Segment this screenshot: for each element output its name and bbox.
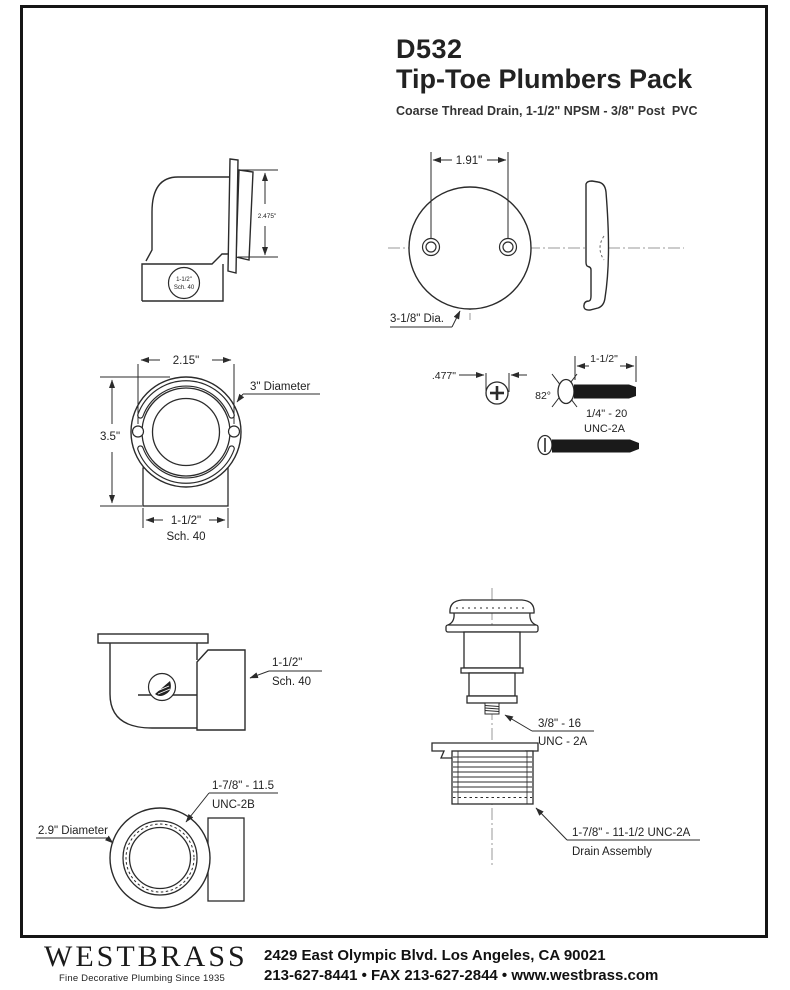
overflow-body-drawing (100, 355, 320, 543)
footer-contact-line: 213-627-8441 • FAX 213-627-2844 • www.westbrass.com (264, 967, 659, 984)
elbow-pipe-spec: Sch. 40 (272, 676, 311, 688)
product-name: Tip-Toe Plumbers Pack (396, 64, 693, 94)
stud-thread: 3/8" - 16 (538, 718, 582, 730)
body-height: 3.5" (99, 431, 121, 443)
drain-face-drawing (36, 780, 278, 908)
drain-elbow-drawing (98, 634, 322, 730)
face-thread-class: UNC-2B (212, 799, 255, 811)
screw-thread-size: 1/4" - 20 (586, 408, 628, 420)
footer-address-line: 2429 East Olympic Blvd. Los Angeles, CA 90021 (264, 947, 606, 964)
elbow-height-dim: 2.475" (257, 213, 277, 220)
brand-name: WESTBRASS (44, 940, 248, 973)
brand-tagline: Fine Decorative Plumbing Since 1935 (59, 973, 225, 984)
face-diameter: 2.9" Diameter (38, 825, 108, 837)
assembly-label: Drain Assembly (572, 846, 652, 858)
elbow-hub-spec: Sch. 40 (173, 285, 195, 291)
assembly-thread: 1-7/8" - 11-1/2 UNC-2A (572, 827, 691, 839)
body-diameter: 3" Diameter (250, 381, 311, 393)
plate-diameter: 3-1/8" Dia. (390, 313, 444, 325)
product-subtitle: Coarse Thread Drain, 1-1/2" NPSM - 3/8" Post PVC (396, 104, 698, 118)
product-code: D532 (396, 34, 463, 64)
screw-thread-class: UNC-2A (584, 423, 625, 435)
waste-elbow-drawing (142, 159, 278, 301)
elbow-hub-size: 1-1/2" (176, 277, 192, 283)
plate-hole-spacing: 1.91" (455, 155, 483, 167)
body-pipe-size: 1-1/2" (170, 515, 202, 527)
screw-head-angle: 82° (535, 390, 551, 402)
elbow-pipe-size: 1-1/2" (272, 657, 303, 669)
overflow-plate-drawing (388, 152, 684, 327)
body-pipe-spec: Sch. 40 (166, 531, 206, 543)
footer-contact-block (264, 946, 744, 986)
screw-length: 1-1/2" (590, 353, 618, 365)
screw-head-dia: .477" (431, 370, 456, 382)
brand-logo (44, 940, 248, 984)
face-thread-size: 1-7/8" - 11.5 (212, 780, 275, 792)
drain-assembly-drawing (432, 588, 700, 868)
body-hole-spacing: 2.15" (172, 355, 200, 367)
screws-drawing (432, 353, 639, 455)
stud-class: UNC - 2A (538, 736, 588, 748)
